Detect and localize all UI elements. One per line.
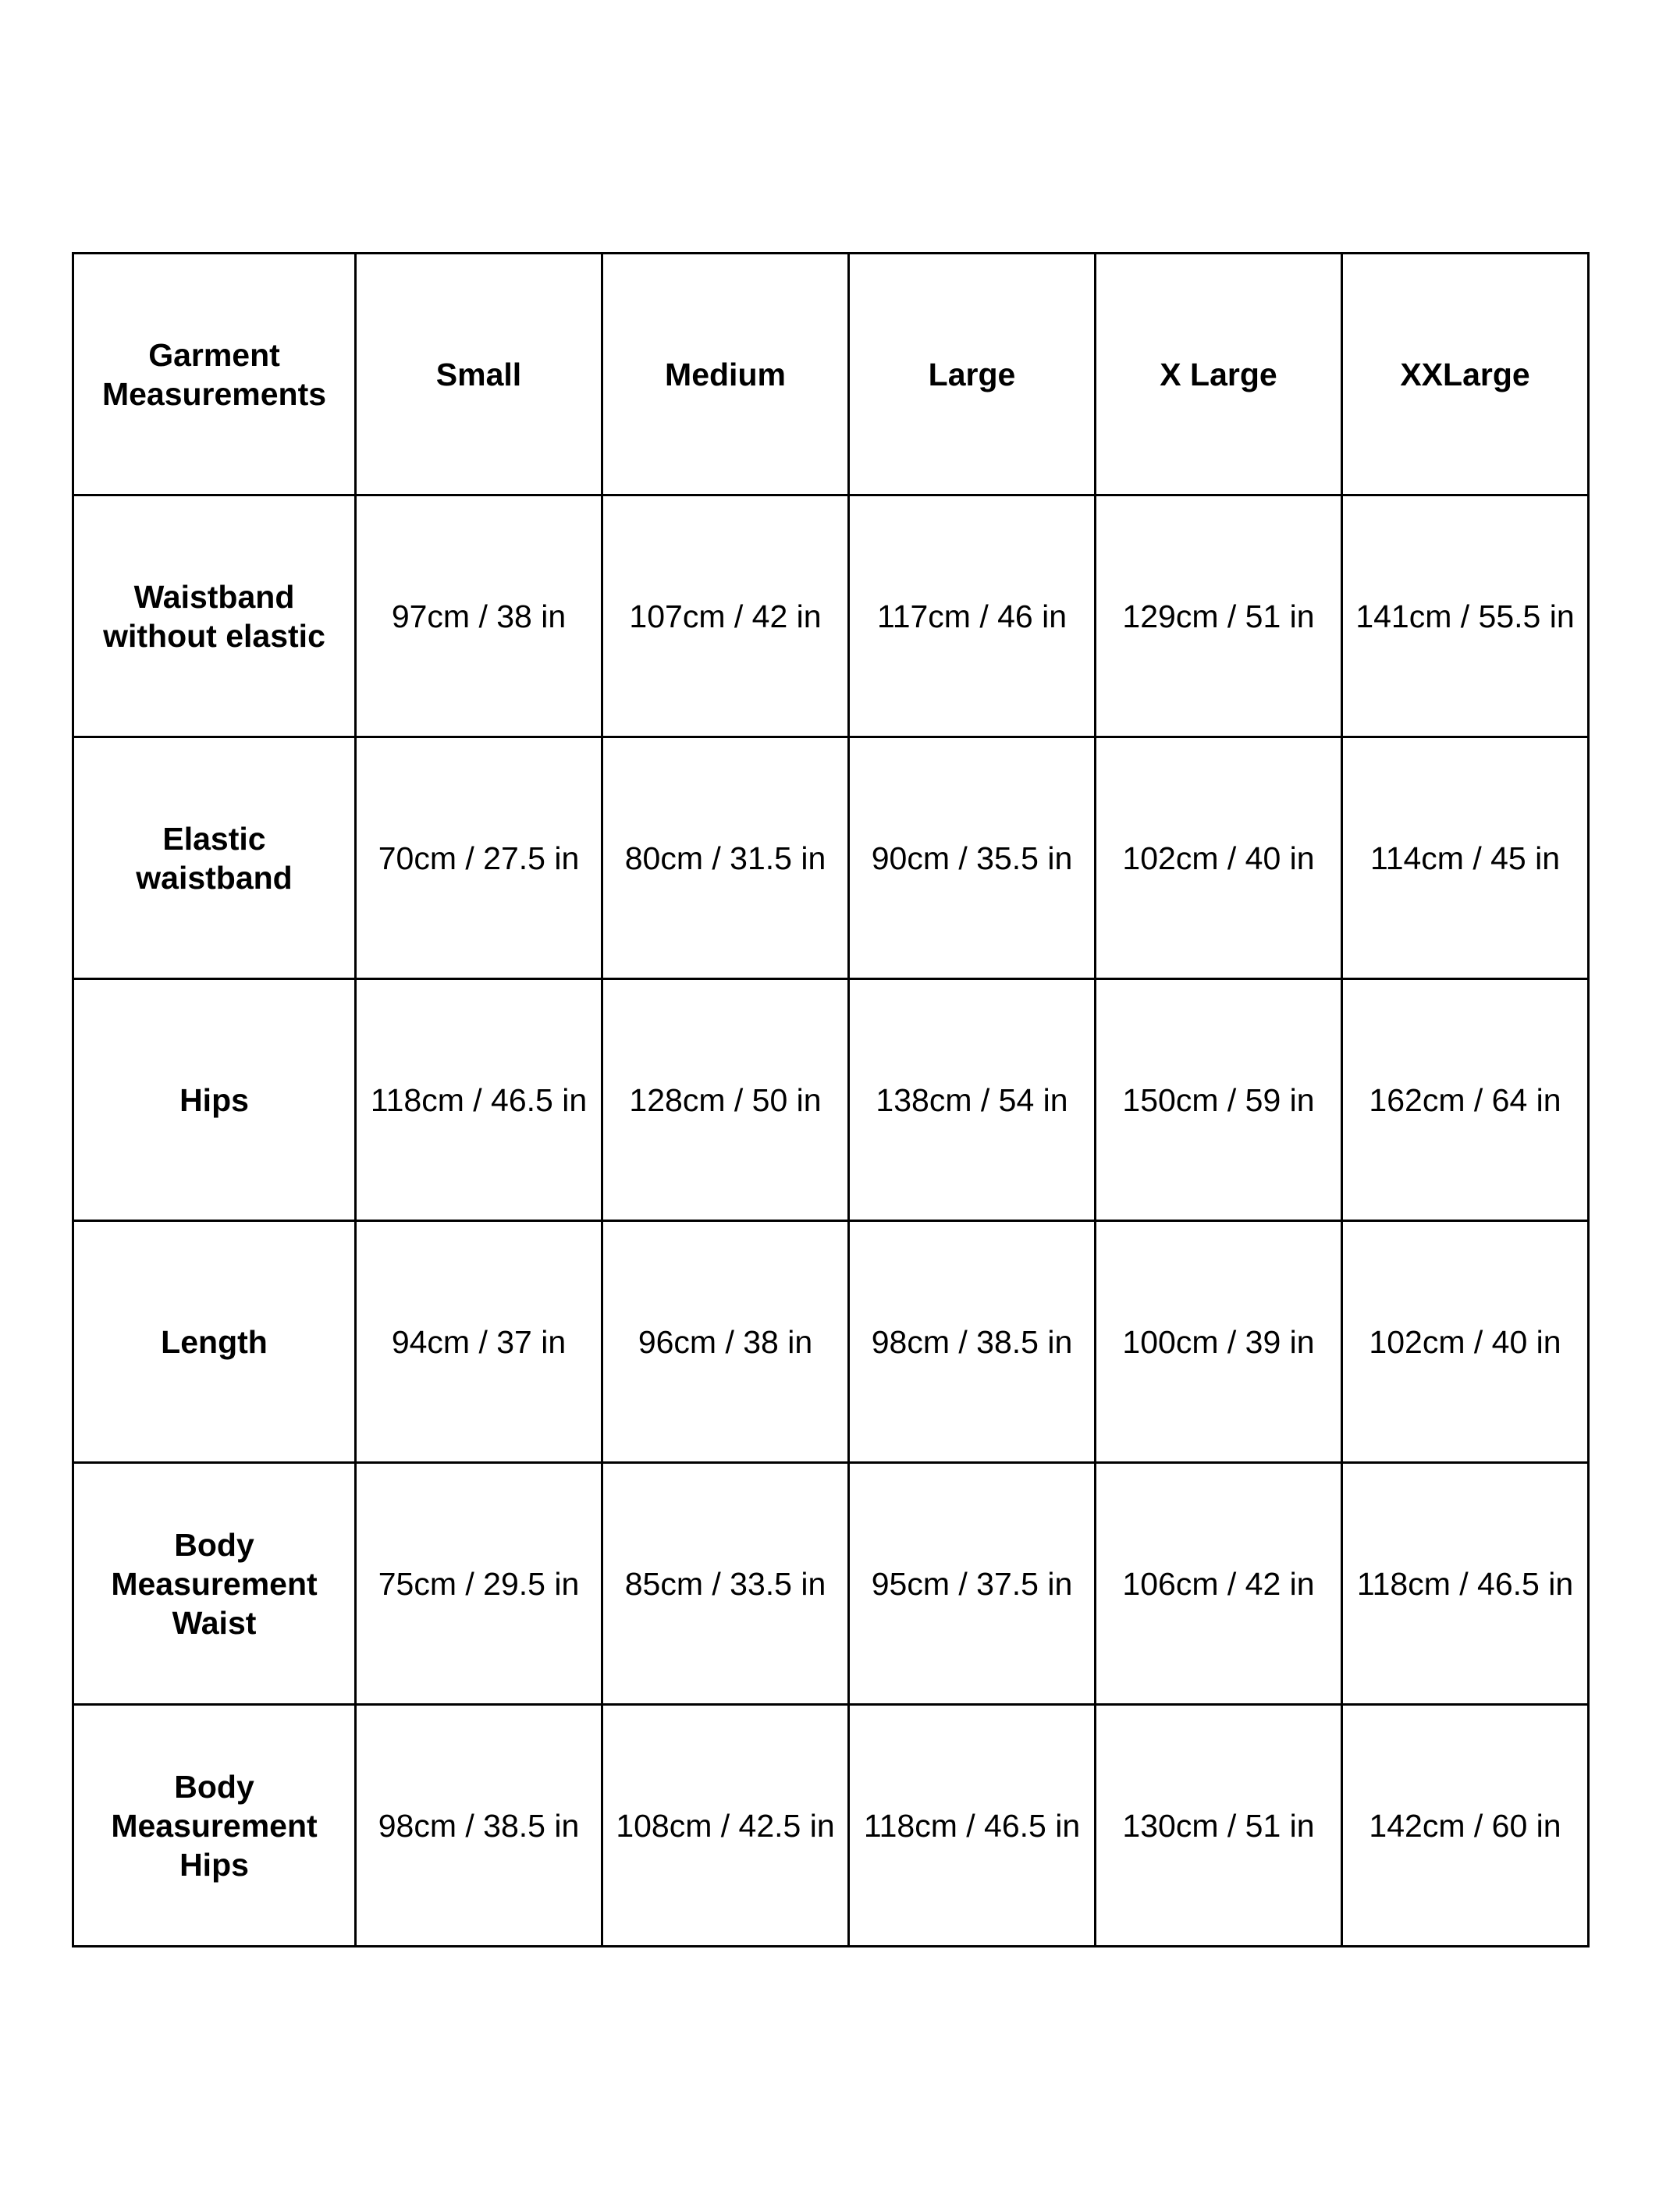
table-row-body-measurement-hips: [73, 1705, 1589, 1947]
table-cell: 162cm / 64 in: [1342, 979, 1589, 1221]
table-cell: 108cm / 42.5 in: [602, 1705, 849, 1947]
table-row-elastic-waistband: [73, 737, 1589, 979]
header-size-x-large: X Large: [1096, 254, 1342, 495]
size-chart-body: [73, 254, 1589, 1947]
table-cell: 98cm / 38.5 in: [356, 1705, 602, 1947]
header-size-small: Small: [356, 254, 602, 495]
table-cell: 102cm / 40 in: [1342, 1221, 1589, 1463]
table-cell: 97cm / 38 in: [356, 495, 602, 737]
table-cell: 118cm / 46.5 in: [356, 979, 602, 1221]
table-cell: 90cm / 35.5 in: [849, 737, 1096, 979]
header-size-xxlarge: XXLarge: [1342, 254, 1589, 495]
table-cell: 70cm / 27.5 in: [356, 737, 602, 979]
header-size-large: Large: [849, 254, 1096, 495]
table-cell: 107cm / 42 in: [602, 495, 849, 737]
table-cell: 75cm / 29.5 in: [356, 1463, 602, 1705]
table-cell: 96cm / 38 in: [602, 1221, 849, 1463]
table-cell: 118cm / 46.5 in: [849, 1705, 1096, 1947]
table-cell: 138cm / 54 in: [849, 979, 1096, 1221]
table-cell: 150cm / 59 in: [1096, 979, 1342, 1221]
table-cell: 130cm / 51 in: [1096, 1705, 1342, 1947]
table-cell: 102cm / 40 in: [1096, 737, 1342, 979]
table-cell: 80cm / 31.5 in: [602, 737, 849, 979]
row-label: Body Measurement Waist: [73, 1463, 356, 1705]
table-cell: 128cm / 50 in: [602, 979, 849, 1221]
table-cell: 118cm / 46.5 in: [1342, 1463, 1589, 1705]
row-label: Waistband without elastic: [73, 495, 356, 737]
table-cell: 106cm / 42 in: [1096, 1463, 1342, 1705]
row-label: Length: [73, 1221, 356, 1463]
table-cell: 85cm / 33.5 in: [602, 1463, 849, 1705]
row-label: Elastic waistband: [73, 737, 356, 979]
table-cell: 114cm / 45 in: [1342, 737, 1589, 979]
table-row-length: [73, 1221, 1589, 1463]
row-label: Body Measurement Hips: [73, 1705, 356, 1947]
header-corner-cell: Garment Measurements: [73, 254, 356, 495]
table-cell: 95cm / 37.5 in: [849, 1463, 1096, 1705]
table-cell: 98cm / 38.5 in: [849, 1221, 1096, 1463]
table-row-body-measurement-waist: [73, 1463, 1589, 1705]
table-cell: 100cm / 39 in: [1096, 1221, 1342, 1463]
row-label: Hips: [73, 979, 356, 1221]
table-row-hips: [73, 979, 1589, 1221]
header-size-medium: Medium: [602, 254, 849, 495]
table-row-waistband-without-elastic: [73, 495, 1589, 737]
size-chart-table: [72, 252, 1590, 1947]
table-cell: 129cm / 51 in: [1096, 495, 1342, 737]
table-cell: 141cm / 55.5 in: [1342, 495, 1589, 737]
table-header-row: [73, 254, 1589, 495]
table-cell: 142cm / 60 in: [1342, 1705, 1589, 1947]
table-cell: 94cm / 37 in: [356, 1221, 602, 1463]
table-cell: 117cm / 46 in: [849, 495, 1096, 737]
